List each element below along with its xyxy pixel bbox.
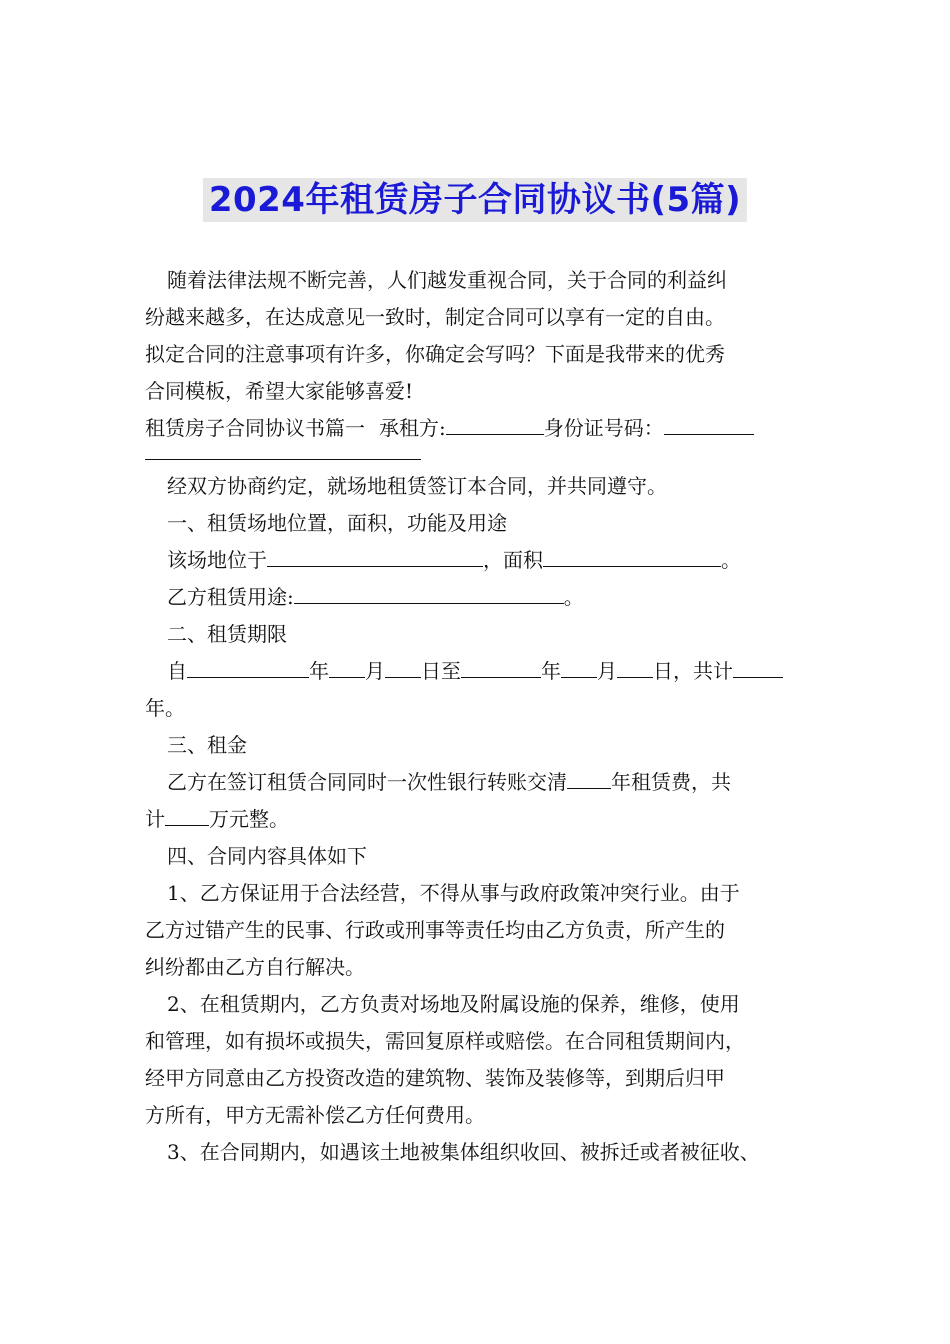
use-line xyxy=(145,579,825,616)
clause-line: 3、在合同期内，如遇该土地被集体组织收回、被拆迁或者被征收、 xyxy=(167,1140,760,1164)
document-body xyxy=(145,262,825,1171)
id-blank-continued xyxy=(145,447,421,460)
clause-line: 和管理，如有损坏或损失，需回复原样或赔偿。在合同租赁期间内， xyxy=(145,1029,745,1053)
page-title-text: 2024年租赁房子合同协议书(5篇) xyxy=(203,178,747,222)
location-label: 该场地位于 xyxy=(167,548,267,572)
total-years-blank xyxy=(733,655,783,678)
intro-line: 纷越来越多，在达成意见一致时，制定合同可以享有一定的自由。 xyxy=(145,305,725,329)
location-line xyxy=(145,542,825,579)
rent-unit-label: 万元整。 xyxy=(209,807,289,831)
month-label: 月 xyxy=(365,659,385,683)
lessee-label: 承租方: xyxy=(379,416,446,440)
clause-line: 经甲方同意由乙方投资改造的建筑物、装饰及装修等，到期后归甲 xyxy=(145,1066,725,1090)
parties-line xyxy=(145,410,825,447)
clause-line: 2、在租赁期内，乙方负责对场地及附属设施的保养，维修，使用 xyxy=(167,992,740,1016)
area-label: ，面积 xyxy=(483,548,543,572)
intro-line: 拟定合同的注意事项有许多，你确定会写吗？下面是我带来的优秀 xyxy=(145,342,725,366)
start-day-blank xyxy=(385,655,421,678)
intro-line: 合同模板，希望大家能够喜爱! xyxy=(145,379,414,403)
agreement-line: 经双方协商约定，就场地租赁签订本合同，并共同遵守。 xyxy=(167,474,667,498)
use-blank xyxy=(294,581,564,604)
month-label: 月 xyxy=(597,659,617,683)
day-to-label: 日至 xyxy=(421,659,461,683)
lessee-blank xyxy=(446,412,544,435)
section-3-heading: 三、租金 xyxy=(167,733,247,757)
start-year-blank xyxy=(187,655,309,678)
clause-line: 1、乙方保证用于合法经营，不得从事与政府政策冲突行业。由于 xyxy=(167,881,740,905)
area-blank xyxy=(543,544,721,567)
rent-amount-blank xyxy=(165,803,209,826)
rent-text-after: 年租赁费，共 xyxy=(611,770,731,794)
page-title xyxy=(0,178,950,222)
section-1-heading: 一、租赁场地位置，面积，功能及用途 xyxy=(167,511,507,535)
clause-line: 纠纷都由乙方自行解决。 xyxy=(145,955,365,979)
year-label: 年 xyxy=(541,659,561,683)
year-label: 年 xyxy=(309,659,329,683)
end-year-blank xyxy=(461,655,541,678)
section-4-heading: 四、合同内容具体如下 xyxy=(167,844,367,868)
rent-years-blank xyxy=(567,766,611,789)
clause-line: 乙方过错产生的民事、行政或刑事等责任均由乙方负责，所产生的 xyxy=(145,918,725,942)
clause-line: 方所有，甲方无需补偿乙方任何费用。 xyxy=(145,1103,485,1127)
location-blank xyxy=(267,544,483,567)
period-mark: 。 xyxy=(721,548,741,572)
id-blank xyxy=(664,412,754,435)
rent-total-label: 计 xyxy=(145,807,165,831)
id-label: 身份证号码： xyxy=(543,416,664,440)
end-day-blank xyxy=(617,655,653,678)
use-label: 乙方租赁用途: xyxy=(167,585,294,609)
term-line-end: 年。 xyxy=(145,696,185,720)
term-line xyxy=(145,653,825,690)
section-2-heading: 二、租赁期限 xyxy=(167,622,287,646)
period-mark: 。 xyxy=(563,585,584,609)
contract-heading: 租赁房子合同协议书篇一 xyxy=(145,416,365,440)
start-month-blank xyxy=(329,655,365,678)
rent-line-2 xyxy=(145,801,825,838)
rent-text: 乙方在签订租赁合同同时一次性银行转账交清 xyxy=(167,770,567,794)
from-label: 自 xyxy=(167,659,187,683)
total-label: 日，共计 xyxy=(653,659,733,683)
end-month-blank xyxy=(561,655,597,678)
intro-line: 随着法律法规不断完善，人们越发重视合同，关于合同的利益纠 xyxy=(167,268,727,292)
rent-line xyxy=(145,764,825,801)
